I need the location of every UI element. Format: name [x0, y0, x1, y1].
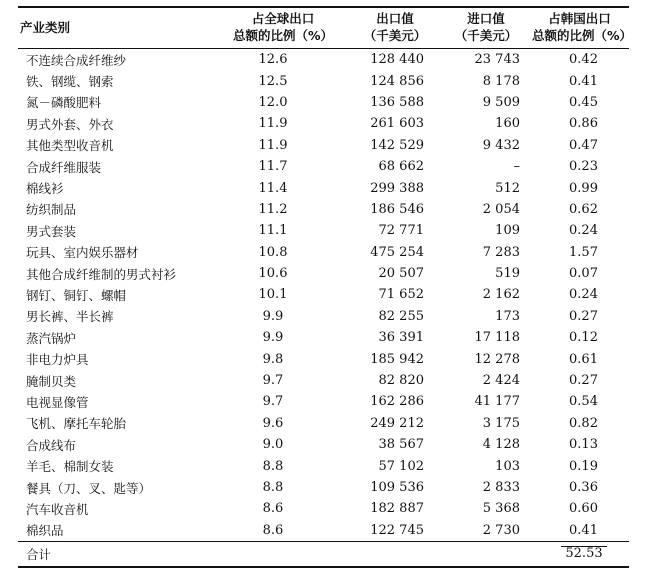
import-value-cell: 2 424: [482, 373, 520, 389]
world-share-cell: 10.8: [258, 244, 288, 260]
import-value-cell: 8 178: [482, 73, 520, 89]
industry-name-cell: 餐具（刀、叉、匙等）: [26, 480, 152, 496]
total-world-share-empty: [218, 541, 348, 567]
industry-name-cell: 合成纤维服装: [26, 159, 102, 175]
korea-share-cell: 0.99: [569, 180, 598, 196]
export-value-cell: 109 536: [370, 480, 424, 495]
korea-share-cell: 0.60: [569, 501, 598, 517]
import-value-cell: 512: [495, 180, 520, 196]
industry-name-cell: 钢钉、铜钉、螺帽: [26, 287, 127, 303]
export-value-cell: 142 529: [370, 137, 424, 153]
industry-name-cell: 非电力炉具: [26, 352, 89, 368]
table-row: [18, 370, 629, 391]
table-row: [18, 113, 629, 134]
world-share-cell: 9.8: [262, 351, 284, 367]
table-row: [18, 177, 629, 198]
world-share-cell: 8.6: [262, 522, 284, 538]
import-value-cell: 7 283: [482, 244, 520, 260]
table-row: [18, 263, 629, 284]
industry-name-cell: 男长裤、半长裤: [26, 309, 114, 325]
header-export-line-1: 出口值: [376, 11, 414, 26]
total-label: 合计: [18, 541, 218, 567]
world-share-cell: 12.0: [258, 94, 288, 110]
world-share-cell: 9.0: [262, 437, 284, 453]
korea-share-cell: 0.23: [569, 159, 598, 175]
korea-share-cell: 0.07: [569, 266, 598, 282]
world-share-cell: 9.9: [262, 330, 284, 346]
export-value-cell: 261 603: [370, 116, 424, 132]
world-share-cell: 9.7: [262, 373, 284, 389]
table-row: [18, 199, 629, 220]
import-value-cell: –: [513, 159, 520, 175]
industry-name-cell: 棉线衫: [26, 181, 64, 197]
export-value-cell: 82 820: [378, 373, 424, 389]
header-row: [18, 7, 629, 49]
korea-share-cell: 0.47: [569, 137, 598, 153]
export-value-cell: 57 102: [378, 458, 424, 474]
header-world-share-line-2: 总额的比例（%）: [232, 28, 334, 43]
header-import-line-1: 进口值: [467, 11, 505, 26]
industry-name-cell: 铁、钢缆、钢索: [26, 74, 114, 90]
table-row: [18, 348, 629, 369]
table-body: [18, 49, 629, 542]
industry-name-cell: 羊毛、棉制女装: [26, 459, 114, 475]
world-share-cell: 12.5: [258, 73, 288, 89]
table-row: [18, 49, 629, 71]
industry-name-cell: 其他类型收音机: [26, 138, 114, 154]
world-share-cell: 11.7: [258, 159, 288, 175]
korea-share-cell: 0.86: [569, 116, 598, 132]
import-value-cell: 9 509: [482, 94, 520, 110]
import-value-cell: 173: [495, 308, 520, 324]
header-world-share: [218, 7, 348, 49]
world-share-cell: 9.9: [262, 308, 284, 324]
table-row: [18, 477, 629, 498]
korea-share-cell: 0.27: [569, 373, 598, 389]
industry-name-cell: 男式外套、外衣: [26, 116, 114, 132]
industry-name-cell: 蒸汽锅炉: [26, 330, 77, 346]
world-share-cell: 11.4: [258, 180, 288, 196]
industry-name-cell: 其他合成纤维制的男式衬衫: [26, 266, 177, 282]
export-value-cell: 36 391: [378, 330, 424, 346]
korea-share-cell: 0.61: [569, 351, 598, 367]
header-import-line-2: （千美元）: [454, 28, 518, 43]
korea-share-cell: 0.36: [569, 480, 598, 495]
import-value-cell: 41 177: [474, 394, 520, 410]
total-korea-share-cell: [530, 541, 629, 567]
table-row: [18, 70, 629, 91]
industry-name-cell: 男式套装: [26, 223, 77, 239]
table-header: [18, 7, 633, 49]
import-value-cell: 3 175: [482, 415, 520, 431]
world-share-cell: 11.1: [258, 223, 288, 239]
import-value-cell: 2 054: [482, 201, 520, 217]
table-footer: [18, 541, 629, 567]
world-share-cell: 8.8: [262, 458, 284, 474]
industry-name-cell: 腌制贝类: [26, 373, 77, 389]
world-share-cell: 10.6: [258, 266, 288, 282]
total-import-empty: [442, 541, 530, 567]
industry-name-cell: 飞机、摩托车轮胎: [26, 416, 127, 432]
world-share-cell: 9.7: [262, 394, 284, 410]
world-share-cell: 10.1: [258, 287, 288, 303]
header-industry: [18, 7, 218, 49]
industry-name-cell: 汽车收音机: [26, 501, 89, 517]
korea-export-industry-table: [18, 6, 633, 568]
korea-share-cell: 0.27: [569, 308, 598, 324]
import-value-cell: 17 118: [474, 330, 520, 346]
export-value-cell: 122 745: [370, 522, 424, 538]
korea-share-cell: 0.82: [569, 415, 598, 431]
header-export-value: [348, 7, 442, 49]
import-value-cell: 109: [495, 223, 520, 239]
korea-share-cell: 0.13: [569, 437, 598, 453]
table-row: [18, 455, 629, 476]
import-value-cell: 23 743: [474, 52, 520, 68]
header-korea-share-line-1: 占韩国出口: [548, 11, 611, 26]
export-value-cell: 475 254: [370, 244, 424, 260]
import-value-cell: 2 162: [482, 287, 520, 303]
export-value-cell: 128 440: [370, 52, 424, 68]
industry-name-cell: 纺织制品: [26, 202, 77, 218]
korea-share-cell: 0.62: [569, 201, 598, 217]
table-row: [18, 135, 629, 156]
total-export-empty: [348, 541, 442, 567]
table-row: [18, 434, 629, 455]
world-share-cell: 11.2: [258, 201, 288, 217]
total-korea-share: 52.53: [561, 546, 606, 561]
korea-share-cell: 0.54: [569, 394, 598, 410]
world-share-cell: 11.9: [258, 137, 288, 153]
korea-share-cell: 0.24: [569, 287, 598, 303]
korea-share-cell: 1.57: [569, 244, 598, 260]
table-row: [18, 92, 629, 113]
import-value-cell: 9 432: [482, 137, 520, 153]
korea-share-cell: 0.19: [569, 458, 598, 474]
korea-share-cell: 0.12: [569, 330, 598, 346]
table-row: [18, 498, 629, 519]
table-row: [18, 284, 629, 305]
korea-share-cell: 0.24: [569, 223, 598, 239]
header-korea-share: [530, 7, 633, 49]
table-row: [18, 327, 629, 348]
export-value-cell: 182 887: [370, 501, 424, 517]
export-value-cell: 162 286: [370, 394, 424, 410]
industry-name-cell: 合成线布: [26, 437, 77, 453]
total-row: [18, 541, 629, 567]
export-value-cell: 68 662: [378, 159, 424, 175]
header-export-line-2: （千美元）: [363, 28, 427, 43]
export-value-cell: 20 507: [378, 266, 424, 282]
table-row: [18, 391, 629, 412]
table-row: [18, 242, 629, 263]
export-value-cell: 136 588: [370, 94, 424, 110]
header-industry-label: 产业类别: [20, 19, 71, 35]
export-value-cell: 249 212: [370, 415, 424, 431]
export-value-cell: 38 567: [378, 437, 424, 453]
import-value-cell: 2 730: [482, 522, 520, 538]
world-share-cell: 8.6: [262, 501, 284, 517]
table-row: [18, 413, 629, 434]
header-korea-share-line-2: 总额的比例（%）: [532, 28, 633, 43]
export-value-cell: 186 546: [370, 201, 424, 217]
korea-share-cell: 0.42: [569, 52, 598, 68]
export-value-cell: 71 652: [378, 287, 424, 303]
korea-share-cell: 0.41: [569, 522, 598, 538]
table-row: [18, 156, 629, 177]
import-value-cell: 12 278: [474, 351, 520, 367]
import-value-cell: 103: [495, 458, 520, 474]
export-value-cell: 299 388: [370, 180, 424, 196]
industry-name-cell: 玩具、室内娱乐器材: [26, 245, 139, 261]
industry-name-cell: 棉织品: [26, 523, 64, 539]
import-value-cell: 519: [495, 266, 520, 282]
header-import-value: [442, 7, 530, 49]
import-value-cell: 5 368: [482, 501, 520, 517]
import-value-cell: 2 833: [482, 480, 520, 495]
industry-name-cell: 不连续合成纤维纱: [26, 52, 127, 68]
korea-share-cell: 0.41: [569, 73, 598, 89]
world-share-cell: 11.9: [258, 116, 288, 132]
world-share-cell: 9.6: [262, 415, 284, 431]
world-share-cell: 12.6: [258, 52, 288, 68]
export-value-cell: 124 856: [370, 73, 424, 89]
korea-share-cell: 0.45: [569, 94, 598, 110]
table-row: [18, 520, 629, 542]
table-row: [18, 220, 629, 241]
export-value-cell: 82 255: [378, 308, 424, 324]
import-value-cell: 4 128: [482, 437, 520, 453]
table-row: [18, 306, 629, 327]
export-value-cell: 185 942: [370, 351, 424, 367]
world-share-cell: 8.8: [262, 480, 284, 495]
industry-name-cell: 氮－磷酸肥料: [26, 95, 102, 111]
export-value-cell: 72 771: [378, 223, 424, 239]
industry-name-cell: 电视显像管: [26, 394, 89, 410]
header-world-share-line-1: 占全球出口: [251, 11, 315, 26]
import-value-cell: 160: [495, 116, 520, 132]
